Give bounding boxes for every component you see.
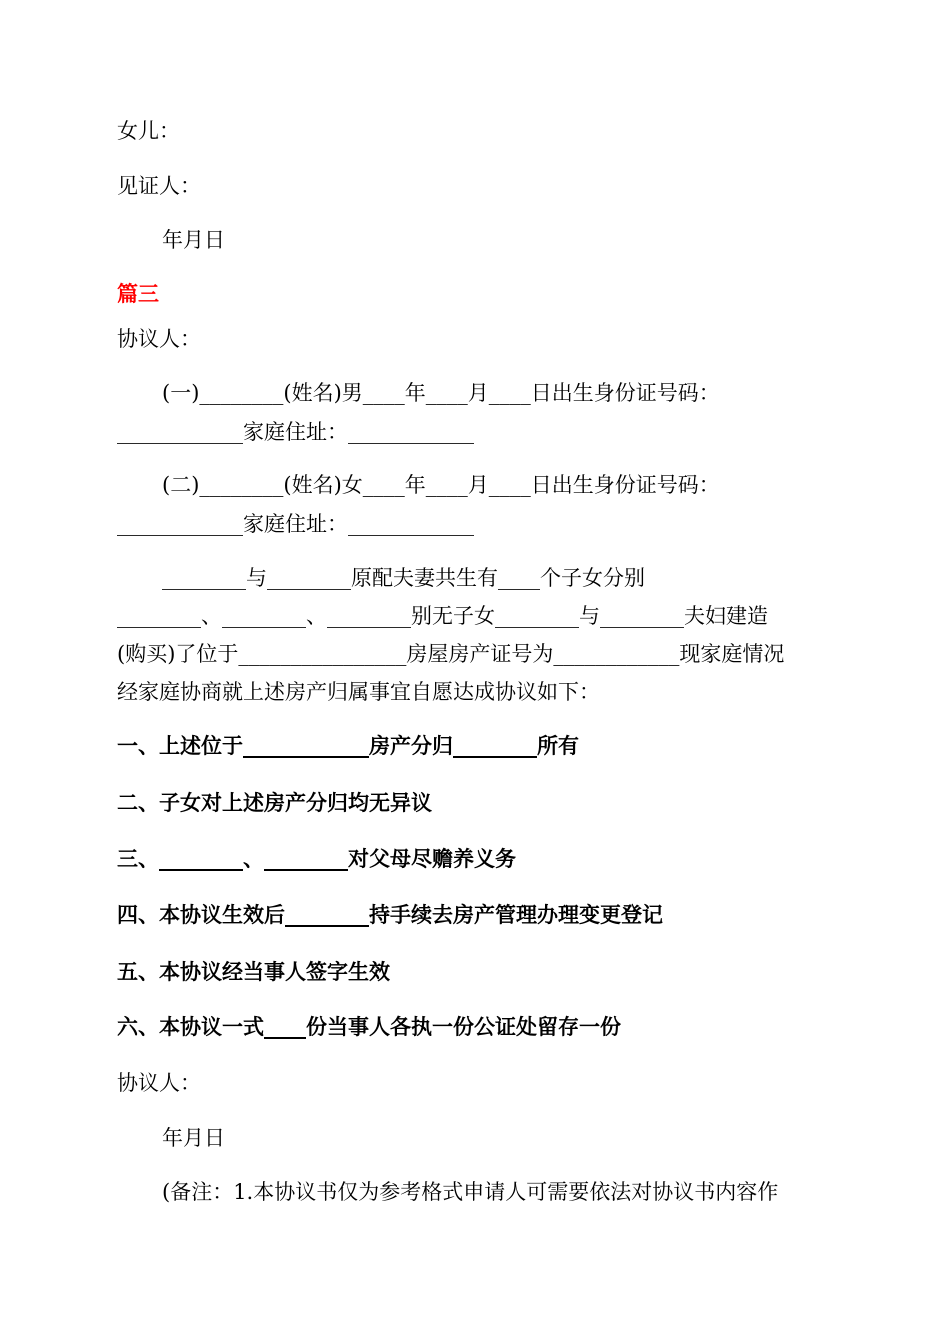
signatory-label: 协议人： [117, 1071, 201, 1095]
witness-label: 见证人： [117, 174, 201, 198]
remark-line: (备注：1.本协议书仅为参考格式申请人可需要依法对协议书内容作 [162, 1180, 779, 1204]
date-line: 年月日 [162, 228, 225, 252]
daughter-label: 女儿： [117, 119, 180, 143]
party-one-address: ____________家庭住址：____________ [117, 420, 474, 444]
party-label: 协议人： [117, 327, 201, 351]
signature-date-line: 年月日 [162, 1126, 225, 1150]
clause-1: 一、上述位于____________房产分归________所有 [117, 734, 579, 758]
clause-5: 五、本协议经当事人签字生效 [117, 960, 390, 984]
section-heading: 篇三 [117, 282, 159, 306]
paragraph-line-3: (购买)了位于________________房屋房产证号为____________现家庭情况 [117, 642, 785, 666]
clause-3: 三、________、________对父母尽赡养义务 [117, 847, 516, 871]
party-two-line: (二)________(姓名)女____年____月____日出生身份证号码： [162, 473, 720, 497]
paragraph-line-4: 经家庭协商就上述房产归属事宜自愿达成协议如下： [117, 680, 600, 704]
clause-2: 二、子女对上述房产分归均无异议 [117, 791, 432, 815]
party-one-line: (一)________(姓名)男____年____月____日出生身份证号码： [162, 381, 720, 405]
paragraph-line-1: ________与________原配夫妻共生有____个子女分别 [162, 566, 645, 590]
paragraph-line-2: ________、________、________别无子女________与________夫妇建造 [117, 604, 768, 628]
clause-6: 六、本协议一式____份当事人各执一份公证处留存一份 [117, 1015, 621, 1039]
party-two-address: ____________家庭住址：____________ [117, 512, 474, 536]
clause-4: 四、本协议生效后________持手续去房产管理办理变更登记 [117, 903, 663, 927]
